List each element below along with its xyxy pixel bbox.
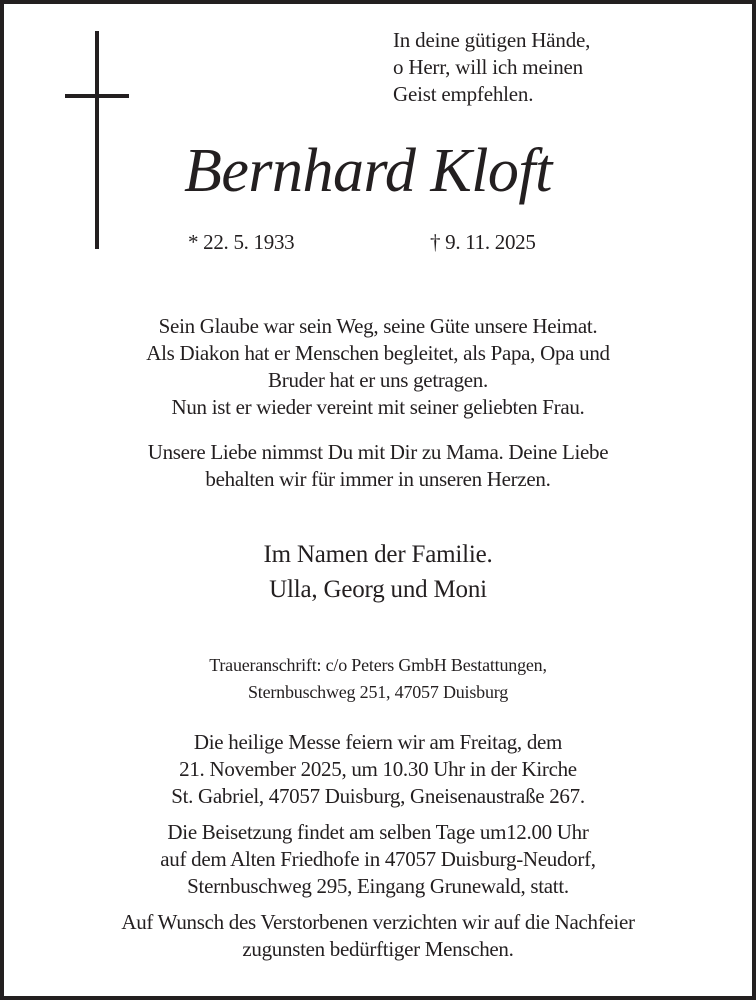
burial-paragraph xyxy=(4,819,752,900)
text-line: Die Beisetzung findet am selben Tage um12.00 Uhr xyxy=(167,820,589,844)
text-line: Traueranschrift: c/o Peters GmbH Bestattungen, xyxy=(209,655,547,675)
tribute-paragraph xyxy=(4,313,752,421)
mass-paragraph xyxy=(4,729,752,810)
text-line: St. Gabriel, 47057 Duisburg, Gneisenaustraße 267. xyxy=(171,784,585,808)
text-line: zugunsten bedürftiger Menschen. xyxy=(242,937,514,961)
deceased-name: Bernhard Kloft xyxy=(184,137,552,205)
text-line: Sein Glaube war sein Weg, seine Güte unsere Heimat. xyxy=(158,314,598,338)
text-line: Auf Wunsch des Verstorbenen verzichten wir auf die Nachfeier xyxy=(121,910,635,934)
text-line: 21. November 2025, um 10.30 Uhr in der Kirche xyxy=(179,757,577,781)
family-signature xyxy=(4,537,752,607)
text-line: Sternbuschweg 251, 47057 Duisburg xyxy=(247,682,509,702)
text-line: behalten wir für immer in unseren Herzen. xyxy=(205,467,551,491)
text-line: auf dem Alten Friedhofe in 47057 Duisburg-Neudorf, xyxy=(160,847,596,871)
text-line: Als Diakon hat er Menschen begleitet, als Papa, Opa und xyxy=(146,341,610,365)
text-line: Sternbuschweg 295, Eingang Grunewald, statt. xyxy=(187,874,569,898)
bible-verse xyxy=(393,27,590,108)
cross-horizontal-bar xyxy=(65,94,129,98)
text-line: Die heilige Messe feiern wir am Freitag, dem xyxy=(193,730,563,754)
text-line: Im Namen der Familie. xyxy=(263,541,493,568)
text-line: Unsere Liebe nimmst Du mit Dir zu Mama. Deine Liebe xyxy=(147,440,609,464)
verse-line: o Herr, will ich meinen xyxy=(393,55,583,79)
love-paragraph xyxy=(4,439,752,493)
verse-line: In deine gütigen Hände, xyxy=(393,28,591,52)
mourning-address xyxy=(4,652,752,706)
death-date: † 9. 11. 2025 xyxy=(430,230,536,254)
verse-line: Geist empfehlen. xyxy=(393,82,534,106)
cross-vertical-bar xyxy=(95,31,99,249)
wish-paragraph xyxy=(4,909,752,963)
text-line: Ulla, Georg und Moni xyxy=(269,576,487,603)
text-line: Bruder hat er uns getragen. xyxy=(268,368,488,392)
text-line: Nun ist er wieder vereint mit seiner geliebten Frau. xyxy=(171,395,585,419)
birth-date: * 22. 5. 1933 xyxy=(188,230,295,254)
